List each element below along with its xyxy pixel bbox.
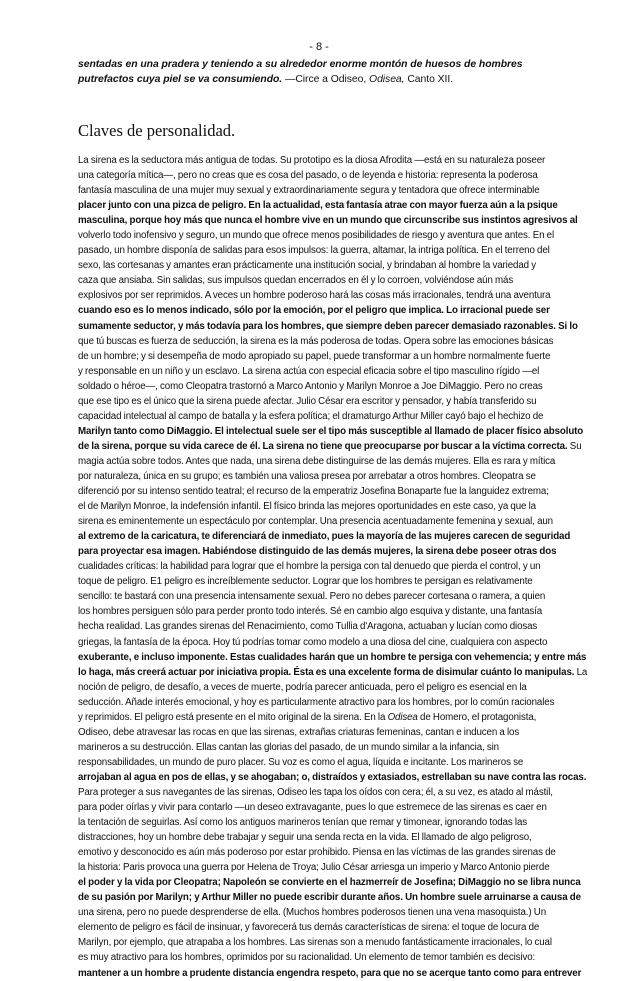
body-line-segment: volverlo todo inofensivo y seguro, un mundo que ofrece menos posibilidades de riesgo y aventura que antes. En el [78,230,555,242]
body-line-segment: magia actúa sobre todos. Antes que nada, una sirena debe distinguirse de las demás mujeres. Ella es rara y mítica [78,455,556,467]
body-line-segment: el de Marilyn Monroe, la indefensión infantil. El físico brinda las mejores oportunidades en este caso, ya que la [78,501,536,513]
body-line [78,439,582,454]
body-line-segment: el poder y la vida por Cleopatra; Napoleón se convierte en el hazmerreír de Josefina; DiMaggio no se libra nunca [78,877,581,889]
body-line [78,740,568,755]
body-line [78,228,568,243]
body-line-segment: sencillo: te bastará con una presencia intensamente sexual. Pero no debes parecer cortesana o ramera, a quien [78,591,546,603]
body-line [78,935,568,950]
body-line-segment: una categoría mítica—, pero no creas que es cosa del pasado, o de leyenda e historia: representa la poderosa [78,170,538,182]
body-line-segment: sirena es eminentemente un espectáculo por contemplar. Una presencia acentuadamente femenina y sexual, aun [78,516,553,528]
body-line-segment: mantener a un hombre a prudente distancia engendra respeto, para que no se acerque tanto como para entrever [78,967,582,979]
page-number: - 8 - [309,41,329,53]
body-line [78,619,568,634]
body-line [78,830,568,845]
body-line [78,574,568,589]
body-line [78,860,568,875]
body-line [78,604,568,619]
body-line-segment: capacidad intelectual al campo de batalla y la esfera política; el dramaturgo Arthur Miller cayó bajo el hechizo de [78,410,544,422]
body-line [78,394,568,409]
body-line-segment: responsabilidades, un mundo de puro placer. Su voz es como el agua, líquida e incitante. Los marineros se [78,756,524,768]
body-line [78,319,578,334]
body-line-segment: soldado o héroe—, como Cleopatra trastornó a Marco Antonio y Marilyn Monroe a Joe DiMaggio. Pero no creas [78,380,543,392]
quote-source-prefix: —Circe a Odiseo, [282,73,370,85]
body-line-segment: griegas, la fantasía de la época. Hoy tú podrías tomar como modelo a una diosa del cine, cualquiera con aspecto [78,636,548,648]
body-line [78,920,568,935]
body-text [78,153,588,979]
quote-source-title: Odisea, [369,73,405,85]
body-line [78,484,568,499]
body-line [78,725,568,740]
body-line [78,424,584,439]
body-line-segment: exuberante, e incluso imponente. Estas cualidades harán que un hombre te persiga con vehemencia; y entre más [78,651,587,663]
body-line [78,950,568,965]
body-line-segment: Su [567,440,582,452]
body-line [78,635,568,650]
body-line [78,364,568,379]
body-line-segment: Marilyn tanto como DiMaggio. El intelectual suele ser el tipo más susceptible al llamado de placer físico absoluto [78,425,584,437]
body-line [78,695,568,710]
body-line [78,168,568,183]
body-line-segment: que ese tipo es el único que la sirena puede afectar. Julio César era escritor y pensador, y había transferido su [78,395,537,407]
body-line-segment: lo haga, más creerá actuar por iniciativa propia. Ésta es una excelente forma de disimular cuánto lo manipulas. [78,666,575,678]
body-line [78,665,588,680]
body-line-segment: de un hombre; y si desempeña de modo apropiado su papel, puede transformar a un hombre normalmente fuerte [78,350,551,362]
body-line-segment: arrojaban al agua en pos de ellas, y se ahogaban; o, distraídos y extasiados, estrellaban su nave contra las rocas. [78,771,587,783]
body-line [78,514,568,529]
body-line-segment: la tentación de seguirlas. Así como los antiguos marineros tenían que remar y timonear, ignorando todas las [78,817,527,829]
body-line [78,469,568,484]
body-line-segment: masculina, porque hoy más que nunca el hombre vive en un mundo que circunscribe sus instintos agresivos al [78,215,578,227]
body-line-segment: la historia: Paris provoca una guerra por Helena de Troya; Julio César arriesga un imperio y Marco Antonio pierde [78,862,550,874]
body-line-segment: placer junto con una pizca de peligro. En la actualidad, esta fantasía atrae con mayor fuerza aún a la psique [78,200,558,212]
body-line [78,303,568,318]
body-line-segment: cuando eso es lo menos indicado, sólo por la emoción, por el peligro que implica. Lo irracional puede ser [78,305,550,317]
body-line-segment: elemento de peligro es fácil de insinuar, y favorecerá tus demás características de sirena: el toque de locura de [78,922,540,934]
body-line [78,710,568,725]
body-line [78,770,587,785]
quote-source-suffix: Canto XII. [404,73,454,85]
body-line-segment: caza que ansiaba. Sin salidas, sus impulsos quedan encerrados en él y lo corroen, volviéndose aún más [78,275,514,287]
body-line-segment: Para proteger a sus navegantes de las sirenas, Odiseo les tapa los oídos con cera; él, a su vez, es atado al mástil, [78,786,553,798]
body-line [78,213,578,228]
body-line [78,379,568,394]
body-line-segment: por naturaleza, única en su grupo; es también una valiosa presea por arrebatar a otros hombres. Cleopatra se [78,470,536,482]
body-line [78,529,571,544]
body-line-segment: marineros a su destrucción. Ellas cantan las glorias del pasado, de un mundo similar a la infancia, sin [78,741,499,753]
body-line-segment: explosivos por ser reprimidos. A veces un hombre poderoso hará las cosas más irracionales, tendrá una aventura [78,290,551,302]
body-line-segment: una sirena, pero no puede desprenderse de ella. (Muchos hombres poderosos tienen una vena masoquista.) Un [78,907,546,919]
body-line [78,785,568,800]
body-line-segment: seducción. Añade interés emocional, y hoy es particularmente atractivo para los hombres, por lo común racionales [78,696,555,708]
section-heading: Claves de personalidad. [78,121,236,140]
body-line [78,544,568,559]
body-line [78,198,568,213]
body-line-segment: para poder oírlas y vivir para contarlo —un deseo extravagante, pues lo que estremece de las sirenas es caer en [78,802,547,814]
quote-text: sentadas en una pradera y teniendo a su alrededor enorme montón de huesos de hombres putrefactos cuya piel se va consumiendo. [78,59,523,85]
body-line [78,258,568,273]
body-line [78,845,568,860]
body-line [78,589,568,604]
body-line-segment: emotivo y desconocido es aún más poderoso por estar prohibido. Piensa en las víctimas de las grandes sirenas de [78,847,556,859]
body-line [78,153,568,168]
body-line [78,650,587,665]
body-line [78,966,582,981]
body-line-segment: sumamente seductor, y más todavía para los hombres, que siempre deben parecer demasiado razonables. Si lo [78,320,578,332]
body-line-segment: Marilyn, por ejemplo, que atrapaba a los hombres. Las sirenas son a menudo fantásticamente irracionales, lo cual [78,937,552,949]
body-line [78,559,568,574]
body-line-segment: de su pasión por Marilyn; y Arthur Miller no puede escribir durante años. Un hombre suele arruinarse a causa de [78,892,581,904]
body-line-segment: La sirena es la seductora más antigua de todas. Su prototipo es la diosa Afrodita —está en su naturaleza poseer [78,155,546,166]
epigraph-quote [78,58,564,87]
body-line-segment: de Homero, el protagonista, [417,711,537,723]
body-line [78,875,581,890]
body-line-segment: y responsable en un niño y un esclavo. La sirena actúa con especial eficacia sobre el tipo masculino rígido —el [78,365,540,377]
body-line [78,454,568,469]
body-line [78,755,568,770]
body-line-segment: fantasía masculina de una mujer muy sexual y extraordinariamente segura y tentadora que ofrece interminable [78,185,540,197]
body-line [78,905,568,920]
body-line-segment: que tú buscas es fuerza de seducción, la sirena es la más poderosa de todas. Opera sobre las emociones básicas [78,335,554,347]
body-line [78,499,568,514]
body-line-segment: cualidades críticas: la habilidad para lograr que el hombre la persiga con tal denuedo que pierda el control, y un [78,561,541,573]
body-line [78,680,568,695]
body-line-segment: de la sirena, porque su vida carece de él. La sirena no tiene que preocuparse por buscar a la víctima correcta. [78,440,568,452]
body-line [78,288,568,303]
body-line-segment: noción de peligro, de desafío, a veces de muerte, podría parecer anticuada, pero el peligro es esencial en la [78,681,527,693]
body-line-segment: y reprimidos. El peligro está presente en el mito original de la sirena. En la [78,711,388,723]
body-line-segment: Odisea [387,711,418,723]
body-line [78,815,568,830]
body-line-segment: para proyectar esa imagen. Habiéndose distinguido de las demás mujeres, la sirena debe poseer otras dos [78,546,557,558]
body-line [78,349,568,364]
body-line-segment: pasado, un hombre disponía de salidas para esos impulsos: la guerra, altamar, la intriga política. En el terreno del [78,245,550,257]
body-line [78,243,568,258]
body-line-segment: sexo, las cortesanas y amantes eran prácticamente una institución social, y brindaban al hombre la variedad y [78,260,536,272]
body-line-segment: La [574,666,588,678]
body-line-segment: es muy atractivo para los hombres, oprimidos por su racionalidad. Un elemento de temor también es decisivo: [78,952,536,964]
body-line [78,273,568,288]
body-line [78,183,568,198]
body-line-segment: toque de peligro. E1 peligro es increíblemente seductor. Lograr que los hombres te persigan es relativamente [78,576,533,588]
body-line [78,890,581,905]
body-line-segment: al extremo de la caricatura, te diferenciará de inmediato, pues la mayoría de las mujeres carecen de seguridad [78,531,571,543]
body-line-segment: hecha realidad. Las grandes sirenas del Renacimiento, como Tullia d'Aragona, actuaban y lucían como diosas [78,621,538,633]
body-line-segment: los hombres persiguen sólo para perder pronto todo interés. Sé en cambio algo esquiva y distante, una fantasía [78,606,543,618]
body-line [78,334,568,349]
body-line-segment: distracciones, hoy un hombre debe trabajar y seguir una senda recta en la vida. El llamado de algo peligroso, [78,832,532,844]
body-line-segment: diferenció por su intenso sentido teatral; el recurso de la emperatriz Josefina Bonaparte fue la languidez extrema; [78,486,549,498]
body-line [78,409,568,424]
body-line-segment: Odiseo, debe atravesar las rocas en que las sirenas, extrañas criaturas femeninas, cantan e inducen a los [78,726,520,738]
body-line [78,800,568,815]
